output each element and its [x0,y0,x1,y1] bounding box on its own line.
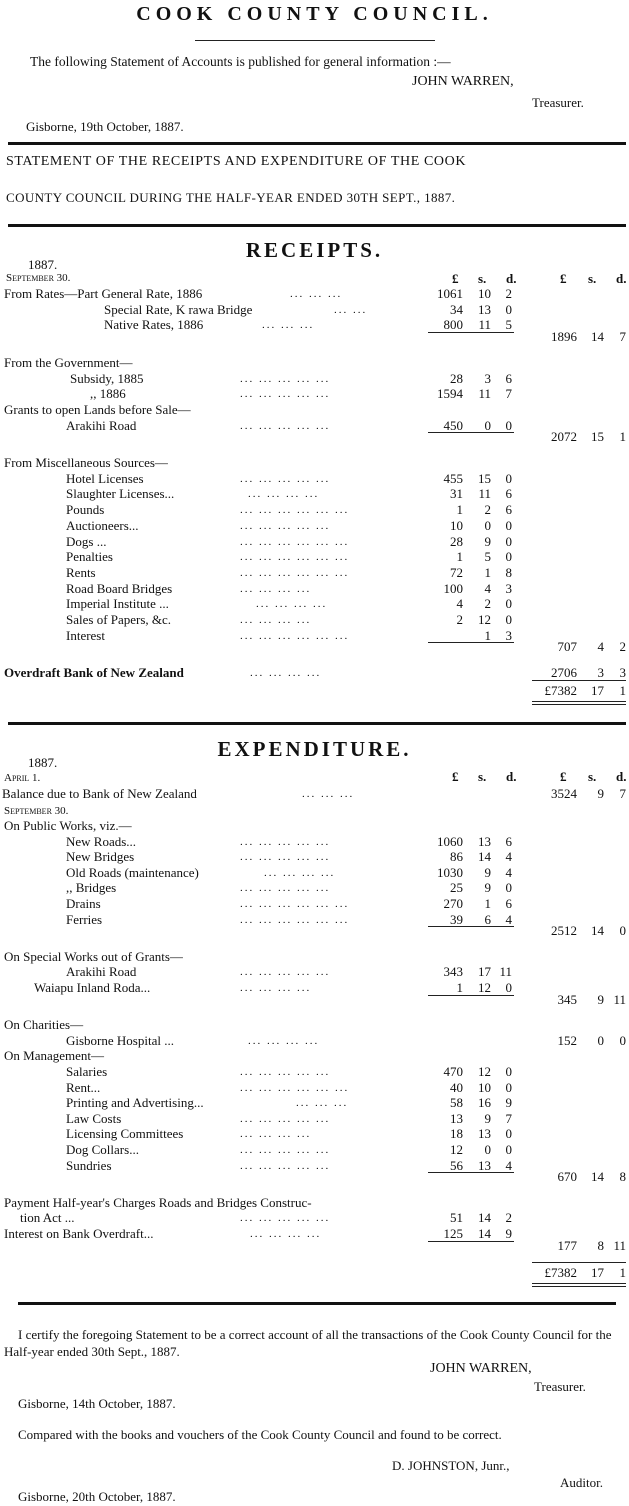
row-label: Sales of Papers, &c. [66,612,172,627]
statement-line-2: COUNTY COUNCIL DURING THE HALF-YEAR ENDED 30TH SEPT., 1887. [6,190,456,205]
row-label: Payment Half-year's Charges Roads and Bridges Construc- [4,1194,312,1210]
row-label: Interest on Bank Overdraft... [4,1226,154,1241]
subtotal-pence: 8 [619,1169,626,1185]
row-label: ,, Bridges [66,880,117,896]
balance-amount-shillings: 9 [597,786,604,801]
leader-dots: ... ... ... ... ... ... [240,566,350,579]
row-label: Salaries [66,1064,108,1079]
row-label: Licensing Committees [66,1126,184,1142]
grand-total-pence: 1 [619,1265,626,1281]
amount-pence: 0 [505,1126,512,1142]
receipts-col-outer-l: £ [560,271,567,286]
subtotal-pence: 7 [619,329,626,345]
amount-pounds: 800 [443,317,463,333]
grand-rule-1 [532,1283,626,1284]
grand-total-shillings: 17 [591,1265,604,1281]
amount-pounds: 1061 [437,286,463,301]
row-label: From the Government— [4,354,133,370]
leader-dots: ... ... ... ... [248,1034,320,1047]
row-label: Slaughter Licenses... [66,486,175,502]
leader-dots: ... ... ... ... [240,1128,312,1141]
amount-shillings: 13 [478,301,491,317]
row-total-pounds: 2706 [551,665,577,681]
grand-total-pence: 1 [619,682,626,698]
receipts-col-outer-d: d. [616,271,627,286]
row-label: New Bridges [66,849,135,865]
leader-dots: ... ... ... ... ... [240,1066,331,1078]
leader-dots: ... ... ... ... ... ... [240,551,350,564]
row-label: ,, 1886 [90,386,126,402]
leader-dots: ... ... ... ... ... ... [240,629,350,642]
amount-pounds: 1030 [437,864,463,880]
leader-dots: ... ... ... ... ... [240,372,331,385]
grand-top-rule [532,1262,626,1263]
statement-line-1: STATEMENT OF THE RECEIPTS AND EXPENDITURE OF THE COOK [6,154,467,169]
grand-rule-1 [532,701,626,702]
auditor-role: Auditor. [560,1475,603,1490]
certify-signer-role: Treasurer. [534,1379,586,1394]
subtotal-pence: 11 [613,1237,626,1253]
row-label: New Roads... [66,833,137,849]
notice-text: The following Statement of Accounts is published for general information :— [30,54,451,69]
amount-shillings: 11 [478,317,491,333]
amount-pounds: 1060 [437,833,463,849]
leader-dots: ... ... ... ... ... [240,1112,331,1125]
leader-dots: ... ... ... [262,319,315,332]
row-label: Pounds [66,502,105,518]
leader-dots: ... ... ... ... [250,1228,322,1240]
subtotal-shillings: 14 [591,329,604,345]
amount-shillings: 12 [478,1064,491,1079]
leader-dots: ... ... ... ... ... [240,1159,331,1172]
amount-pence: 0 [505,596,512,612]
certify-text: I certify the foregoing Statement to be a correct account of all the transactions of the Cook County Council for the Half-year ended 30th Sept., 1887. [4,1327,612,1359]
title-rule [195,40,435,41]
subtotal-rule [428,1241,514,1242]
amount-shillings: 1 [484,896,491,911]
row-label: Printing and Advertising... [66,1095,204,1111]
amount-pounds: 34 [450,301,463,317]
amount-shillings: 9 [484,864,491,880]
row-label: Subsidy, 1885 [70,370,144,386]
amount-shillings: 13 [478,1157,491,1173]
amount-pounds: 470 [443,1064,463,1079]
row-label: Rent... [66,1079,101,1095]
leader-dots: ... ... ... ... ... [240,419,331,432]
amount-shillings: 9 [484,533,491,549]
row-label: Grants to open Lands before Sale— [4,401,191,417]
subtotal-shillings: 14 [591,923,604,939]
amount-pounds: 1594 [437,386,463,402]
subtotal-rule [428,926,514,927]
amount-shillings: 9 [484,1110,491,1126]
leader-dots: ... ... [334,303,368,316]
leader-dots: ... ... ... ... ... [240,966,331,979]
row-label: Sundries [66,1157,112,1173]
row-label: Interest [66,627,105,643]
receipts-heading: RECEIPTS. [245,238,384,262]
amount-shillings: 1 [484,627,491,643]
amount-pounds: 31 [450,486,463,502]
amount-pence: 6 [505,370,512,386]
amount-shillings: 14 [478,1226,491,1241]
leader-dots: ... ... ... [296,1097,349,1110]
auditor-name: D. JOHNSTON, Junr., [392,1458,510,1473]
leader-dots: ... ... ... ... ... [240,388,331,401]
leader-dots: ... ... ... ... [250,667,322,680]
amount-pence: 8 [505,564,512,580]
amount-pounds: 39 [450,911,463,927]
row-label: Rents [66,564,96,580]
amount-shillings: 10 [478,1079,491,1095]
balance-label: Balance due to Bank of New Zealand [2,786,197,801]
subtotal-pounds: 1896 [551,329,577,345]
subtotal-pence: 1 [619,429,626,445]
grand-rule-2 [532,704,626,705]
amount-pence: 9 [505,1226,512,1241]
leader-dots: ... ... ... ... [256,598,328,611]
subtotal-rule [428,432,514,433]
leader-dots: ... ... ... ... ... [240,519,331,532]
row-label: From Miscellaneous Sources— [4,455,168,470]
amount-pence: 7 [505,386,512,402]
council-title: COOK COUNTY COUNCIL. [136,3,493,25]
amount-pence: 0 [505,1142,512,1157]
leader-dots: ... ... ... ... ... [240,835,331,848]
expenditure-col-outer-l: £ [560,769,567,784]
receipts-top-rule [8,224,626,227]
amount-shillings: 14 [478,1210,491,1226]
row-total-shillings: 3 [597,665,604,681]
amount-pounds: 58 [450,1095,463,1111]
amount-pounds: 86 [450,849,463,865]
balance-amount-pounds: 3524 [551,786,577,801]
amount-pence: 5 [505,317,512,333]
receipts-col-inner-s: s. [478,271,487,286]
expenditure-date-2: September 30. [4,805,69,817]
amount-pounds: 10 [450,517,463,533]
row-label: Native Rates, 1886 [104,317,204,333]
notice-signer: JOHN WARREN, [412,74,514,89]
receipts-col-inner-l: £ [452,271,459,286]
amount-pounds: 2 [456,612,463,627]
row-label: Waiapu Inland Roda... [34,980,151,995]
amount-pence: 3 [505,627,512,643]
leader-dots: ... ... ... ... ... [240,472,331,485]
amount-pounds: 12 [450,1142,463,1157]
statement-top-rule [8,142,626,145]
amount-shillings: 16 [478,1095,491,1111]
subtotal-pence: 11 [613,991,626,1007]
amount-pence: 4 [505,911,512,927]
row-label: Penalties [66,549,113,565]
amount-pounds: 1 [456,980,463,995]
subtotal-pounds: 2072 [551,429,577,445]
row-label: Dogs ... [66,533,107,549]
grand-total-shillings: 17 [591,682,604,698]
amount-shillings: 13 [478,833,491,849]
receipts-date: September 30. [6,272,71,284]
leader-dots: ... ... ... ... ... ... [240,898,350,910]
expenditure-top-rule [8,722,626,725]
subtotal-shillings: 8 [597,1237,604,1253]
amount-pence: 2 [505,286,512,301]
compared-text: Compared with the books and vouchers of the Cook County Council and found to be correct. [18,1427,502,1442]
amount-pence: 7 [505,1110,512,1126]
leader-dots: ... ... ... ... [240,614,312,626]
amount-pence: 3 [505,580,512,596]
leader-dots: ... ... ... ... ... ... [240,913,350,926]
row-label: Arakihi Road [66,417,137,433]
subtotal-rule [428,1172,514,1173]
leader-dots: ... ... ... ... [240,982,312,994]
auditor-date: Gisborne, 20th October, 1887. [18,1489,176,1504]
leader-dots: ... ... ... ... ... [240,851,331,864]
row-label: Special Rate, K rawa Bridge [104,301,253,317]
amount-pence: 4 [505,849,512,865]
amount-pence: 0 [505,880,512,896]
amount-shillings: 14 [478,849,491,865]
subtotal-pounds: 2512 [551,923,577,939]
amount-shillings: 9 [484,880,491,896]
expenditure-year: 1887. [28,755,58,770]
expenditure-col-inner-d: d. [506,769,517,784]
amount-shillings: 0 [484,417,491,433]
subtotal-pence: 2 [619,639,626,655]
leader-dots: ... ... ... ... [240,582,312,595]
amount-shillings: 6 [484,911,491,927]
amount-pounds: 100 [443,580,463,596]
notice-signer-role: Treasurer. [532,95,584,110]
subtotal-shillings: 14 [591,1169,604,1185]
amount-pence: 0 [505,417,512,433]
row-label: On Charities— [4,1017,84,1033]
amount-pence: 6 [505,833,512,849]
leader-dots: ... ... ... ... ... [240,1212,331,1225]
row-label: tion Act ... [20,1210,75,1226]
amount-pence: 9 [505,1095,512,1111]
row-label: Drains [66,896,101,911]
expenditure-col-outer-d: d. [616,769,627,784]
row-total-pence: 0 [619,1032,626,1048]
amount-pounds: 13 [450,1110,463,1126]
balance-amount-pence: 7 [619,786,626,801]
amount-pounds: 25 [450,880,463,896]
grand-rule-2 [532,1286,626,1287]
amount-pounds: 51 [450,1210,463,1226]
row-label: Arakihi Road [66,964,137,980]
leader-dots: ... ... ... ... ... [240,1144,331,1156]
leader-dots: ... ... ... ... [264,866,336,879]
row-label: On Special Works out of Grants— [4,948,183,964]
row-label: Auctioneers... [66,517,139,533]
receipts-col-outer-s: s. [588,271,597,286]
amount-shillings: 2 [484,502,491,518]
subtotal-rule [428,642,514,643]
amount-shillings: 11 [478,486,491,502]
notice-date: Gisborne, 19th October, 1887. [26,119,184,134]
amount-pence: 4 [505,1157,512,1173]
amount-pence: 0 [505,1079,512,1095]
grand-total-pounds: £7382 [544,682,577,698]
amount-shillings: 2 [484,596,491,612]
amount-pounds: 28 [450,533,463,549]
certify-date: Gisborne, 14th October, 1887. [18,1396,176,1411]
amount-shillings: 3 [484,370,491,386]
amount-shillings: 13 [478,1126,491,1142]
amount-pounds: 4 [456,596,463,612]
leader-dots: ... ... ... ... ... ... [240,535,350,548]
amount-shillings: 5 [484,549,491,565]
subtotal-shillings: 15 [591,429,604,445]
amount-pounds: 455 [443,470,463,486]
subtotal-shillings: 4 [597,639,604,655]
amount-shillings: 15 [478,470,491,486]
amount-pounds: 450 [443,417,463,433]
subtotal-pounds: 177 [557,1237,577,1253]
amount-pounds: 1 [456,549,463,565]
amount-pounds: 40 [450,1079,463,1095]
amount-pounds: 1 [456,502,463,518]
expenditure-col-outer-s: s. [588,769,597,784]
receipts-year: 1887. [28,257,58,272]
amount-shillings: 0 [484,1142,491,1157]
row-label: Overdraft Bank of New Zealand [4,665,184,681]
certify-signer: JOHN WARREN, [430,1361,532,1376]
leader-dots: ... ... ... ... [248,488,320,501]
amount-pence: 0 [505,1064,512,1079]
leader-dots: ... ... ... [290,288,343,300]
row-label: Dog Collars... [66,1142,139,1157]
amount-pence: 2 [505,1210,512,1226]
row-label: On Management— [4,1048,105,1064]
amount-shillings: 0 [484,517,491,533]
amount-pence: 0 [505,517,512,533]
row-label: Ferries [66,911,103,927]
amount-pence: 6 [505,486,512,502]
amount-pence: 0 [505,301,512,317]
footer-top-rule [18,1302,616,1305]
amount-shillings: 17 [478,964,491,980]
amount-pounds: 28 [450,370,463,386]
leader-dots: ... ... ... ... ... ... [240,504,350,517]
amount-pence: 6 [505,502,512,518]
amount-shillings: 12 [478,612,491,627]
amount-shillings: 1 [484,564,491,580]
subtotal-pounds: 670 [557,1169,577,1185]
amount-shillings: 11 [478,386,491,402]
row-label: On Public Works, viz.— [4,818,132,833]
row-label: Law Costs [66,1110,122,1126]
amount-pounds: 270 [443,896,463,911]
row-label: Road Board Bridges [66,580,173,596]
expenditure-heading: EXPENDITURE. [217,737,412,761]
amount-shillings: 12 [478,980,491,995]
row-label: Old Roads (maintenance) [66,864,199,880]
amount-pence: 0 [505,980,512,995]
amount-pence: 6 [505,896,512,911]
amount-pounds: 125 [443,1226,463,1241]
amount-pence: 0 [505,549,512,565]
amount-shillings: 4 [484,580,491,596]
grand-top-rule [532,680,626,681]
row-label: Imperial Institute ... [66,596,169,612]
row-total-pence: 3 [619,665,626,681]
expenditure-date-1: April 1. [4,772,41,784]
amount-pence: 0 [505,612,512,627]
leader-dots: ... ... ... ... ... [240,882,331,895]
expenditure-col-inner-s: s. [478,769,487,784]
amount-pence: 0 [505,533,512,549]
row-label: Gisborne Hospital ... [66,1032,174,1048]
receipts-col-inner-d: d. [506,271,517,286]
amount-pence: 4 [505,864,512,880]
amount-shillings: 10 [478,286,491,301]
subtotal-pence: 0 [619,923,626,939]
subtotal-rule [428,995,514,996]
amount-pence: 11 [499,964,512,980]
grand-total-pounds: £7382 [544,1265,577,1281]
amount-pounds: 343 [443,964,463,980]
subtotal-pounds: 707 [557,639,577,655]
subtotal-pounds: 345 [557,991,577,1007]
leader-dots: ... ... ... [302,788,355,800]
row-total-pounds: 152 [557,1032,577,1048]
subtotal-shillings: 9 [597,991,604,1007]
subtotal-rule [428,332,514,333]
amount-pounds: 56 [450,1157,463,1173]
expenditure-col-inner-l: £ [452,769,459,784]
amount-pounds: 18 [450,1126,463,1142]
amount-pence: 0 [505,470,512,486]
row-label: Hotel Licenses [66,470,144,486]
row-label: From Rates—Part General Rate, 1886 [4,286,203,301]
row-total-shillings: 0 [597,1032,604,1048]
amount-pounds: 72 [450,564,463,580]
leader-dots: ... ... ... ... ... ... [240,1081,350,1094]
